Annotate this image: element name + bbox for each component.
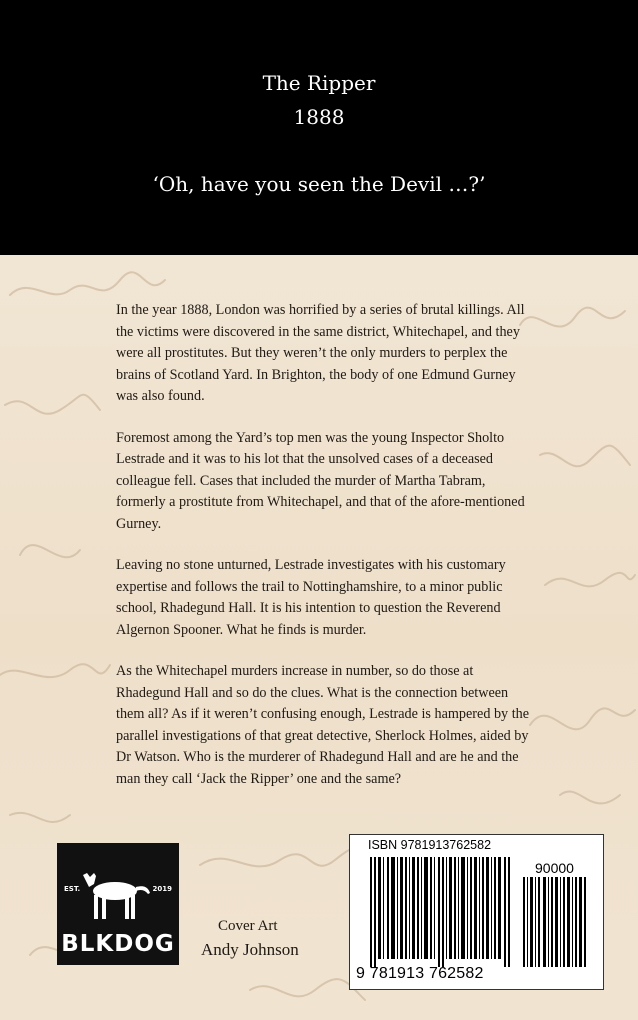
- isbn-barcode: [349, 834, 604, 990]
- blurb-paragraph: Leaving no stone unturned, Lestrade investigates with his customary expertise and follows the trail to Nottinghamshire, to a minor public school, Rhadegund Hall. It is his intention to question the Reverend Algernon Spooner. What he finds is murder.: [116, 557, 506, 638]
- cover-art-label: Cover Art: [218, 918, 278, 934]
- barcode-bars: [368, 857, 518, 967]
- blurb-paragraph: Foremost among the Yard’s top men was the young Inspector Sholto Lestrade and it was to his lot that the unsolved cases of a deceased colleague fell. Cases that included the murder of Martha Tabram, formerly a prostitute from Whitechapel, and that of the afore-mentioned Gurney.: [116, 429, 525, 532]
- logo-name: BLKDOG: [61, 931, 175, 957]
- addon-barcode-bars: [522, 877, 592, 967]
- book-title: The Ripper: [262, 71, 376, 95]
- book-year: 1888: [293, 105, 345, 129]
- isbn-label: ISBN 9781913762582: [368, 838, 492, 852]
- cover-artist-name: Andy Johnson: [201, 940, 299, 959]
- blurb-text: [116, 300, 536, 810]
- title-block: [0, 66, 638, 134]
- tagline: ‘Oh, have you seen the Devil …?’: [152, 172, 486, 196]
- logo-year: 2019: [152, 885, 172, 893]
- price-code: 90000: [535, 860, 574, 876]
- blurb-paragraph: In the year 1888, London was horrified by a series of brutal killings. All the victims were discovered in the same district, Whitechapel, and they were all prostitutes. But they weren’t the only murders to perplex the brains of Scotland Yard. In Brighton, the body of one Edmund Gurney was also found.: [116, 302, 525, 404]
- blurb-paragraph: As the Whitechapel murders increase in number, so do those at Rhadegund Hall and so do the clues. What is the connection between them all? As if it weren’t confusing enough, Lestrade is hampered by the parallel investigations of that great detective, Sherlock Holmes, aided by Dr Watson. Who is the murderer of Rhadegund Hall and are he and the man they call ‘Jack the Ripper’ one and the same?: [116, 663, 530, 787]
- barcode-digits: 9 781913 762582: [356, 965, 484, 982]
- logo-est: EST.: [64, 885, 81, 893]
- header-band: [0, 0, 638, 255]
- publisher-logo: [57, 843, 179, 965]
